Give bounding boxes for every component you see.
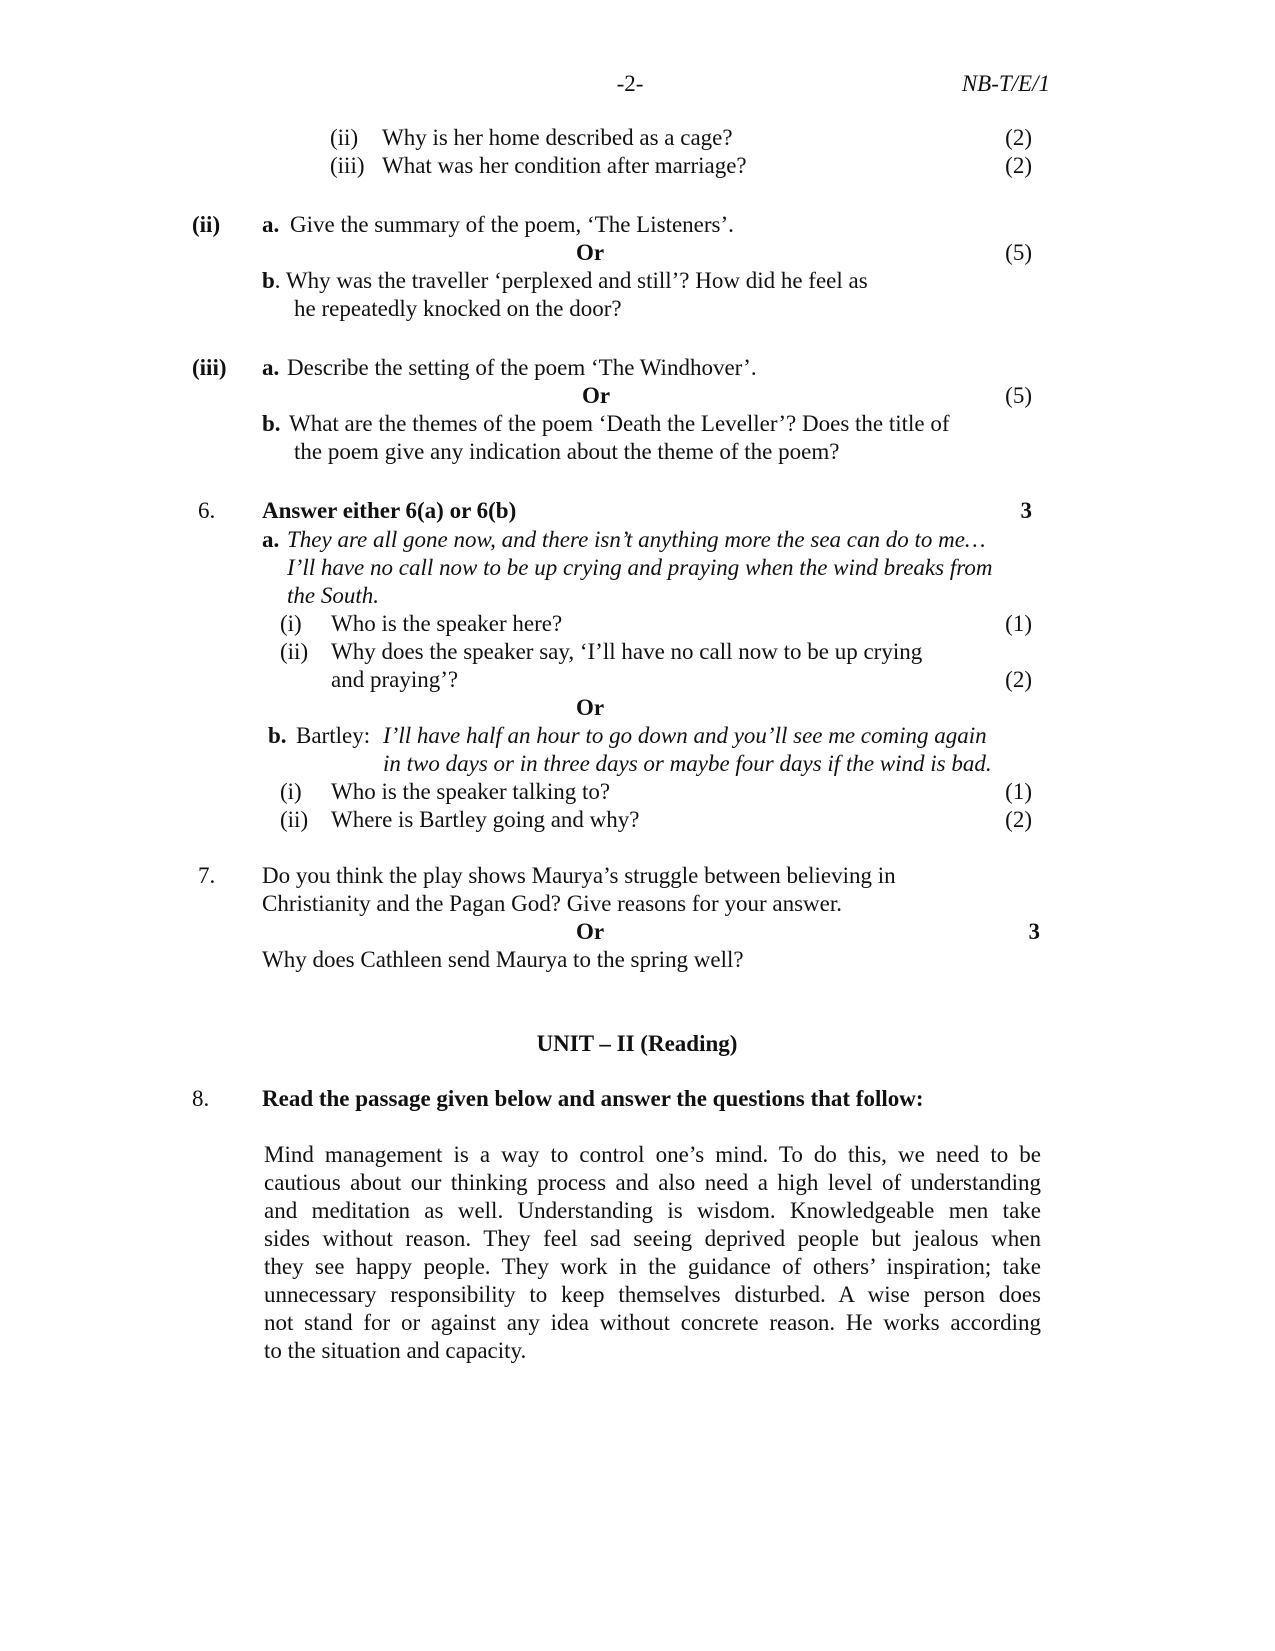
q7-marks: 3: [1028, 919, 1040, 944]
q5i-item-ii-text: Why is her home described as a cage?: [382, 125, 733, 150]
q6-a-item-i-marks: (1): [1005, 611, 1032, 636]
q6-b-label: b.: [268, 723, 287, 748]
q7-number: 7.: [198, 863, 216, 888]
q8-passage-line: they see happy people. They work in the guidance of others’ inspiration; take: [264, 1254, 1041, 1279]
q7-or: Or: [575, 919, 605, 944]
q5i-item-iii-num: (iii): [330, 153, 365, 178]
q7-line1: Do you think the play shows Maurya’s struggle between believing in: [262, 863, 896, 888]
q5ii-label: (ii): [192, 212, 221, 237]
q6-a-quote-line2: I’ll have no call now to be up crying and praying when the wind breaks from: [287, 555, 993, 580]
q8-passage-line: sides without reason. They feel sad seeing deprived people but jealous when: [264, 1226, 1041, 1251]
q7-line2: Christianity and the Pagan God? Give reasons for your answer.: [262, 891, 842, 916]
q5i-item-iii-text: What was her condition after marriage?: [382, 153, 747, 178]
q8-passage-line: unnecessary responsibility to keep themselves disturbed. A wise person does: [264, 1282, 1041, 1307]
q6-a-quote-line3: the South.: [287, 583, 379, 608]
q6-marks: 3: [1020, 498, 1032, 523]
q8-passage-line: and meditation as well. Understanding is wisdom. Knowledgeable men take: [264, 1198, 1041, 1223]
q6-a-item-ii-marks: (2): [1005, 667, 1032, 692]
q6-b-item-i-num: (i): [280, 779, 302, 804]
q6-a-item-ii-text: Why does the speaker say, ‘I’ll have no call now to be up crying: [331, 639, 923, 664]
q6-b-quote-line2: in two days or in three days or maybe four days if the wind is bad.: [383, 751, 992, 776]
q6-or: Or: [575, 695, 605, 720]
q5iii-b-text-line2: the poem give any indication about the theme of the poem?: [294, 439, 840, 464]
q5ii-b-text-line2: he repeatedly knocked on the door?: [294, 296, 622, 321]
q6-b-item-i-marks: (1): [1005, 779, 1032, 804]
q5ii-b-text-line1: . Why was the traveller ‘perplexed and still’? How did he feel as: [274, 268, 868, 293]
q8-passage-line: cautious about our thinking process and also need a high level of understanding: [264, 1170, 1041, 1195]
paper-code: NB-T/E/1: [961, 71, 1050, 96]
q5i-item-iii-marks: (2): [1005, 153, 1032, 178]
q6-a-item-ii-text2: and praying’?: [331, 667, 459, 692]
q6-a-label: a.: [262, 527, 280, 552]
q5ii-a-label: a.: [262, 212, 280, 237]
q5ii-or: Or: [575, 240, 605, 265]
q5iii-a-label: a.: [262, 355, 280, 380]
q5ii-marks: (5): [1005, 240, 1032, 265]
q8-passage-line: to the situation and capacity.: [264, 1338, 527, 1363]
page-number: -2-: [616, 71, 644, 96]
q5iii-or: Or: [581, 383, 611, 408]
q6-a-quote-line1: They are all gone now, and there isn’t anything more the sea can do to me…: [287, 527, 986, 552]
q6-number: 6.: [198, 498, 216, 523]
q5iii-b-text-line1: What are the themes of the poem ‘Death the Leveller’? Does the title of: [289, 411, 950, 436]
q5i-item-ii-marks: (2): [1005, 125, 1032, 150]
q8-passage-line: not stand for or against any idea without concrete reason. He works according: [264, 1310, 1041, 1335]
q5ii-a-text: Give the summary of the poem, ‘The Listeners’.: [290, 212, 734, 237]
q5iii-marks: (5): [1005, 383, 1032, 408]
q6-b-item-ii-text: Where is Bartley going and why?: [331, 807, 640, 832]
q6-b-item-ii-num: (ii): [280, 807, 309, 832]
unit2-title: UNIT – II (Reading): [536, 1031, 738, 1056]
q6-heading: Answer either 6(a) or 6(b): [262, 498, 517, 523]
q5iii-b-label: b.: [262, 411, 281, 436]
q5i-item-ii-num: (ii): [330, 125, 359, 150]
q6-a-item-i-num: (i): [280, 611, 302, 636]
q6-b-item-i-text: Who is the speaker talking to?: [331, 779, 611, 804]
q6-b-speaker: Bartley:: [296, 723, 371, 748]
q5iii-label: (iii): [192, 355, 227, 380]
q8-passage-line: Mind management is a way to control one’s mind. To do this, we need to be: [264, 1142, 1041, 1167]
q6-b-quote-line1: I’ll have half an hour to go down and you’ll see me coming again: [383, 723, 987, 748]
q6-a-item-ii-num: (ii): [280, 639, 309, 664]
q5iii-a-text: Describe the setting of the poem ‘The Windhover’.: [287, 355, 757, 380]
q6-a-item-i-text: Who is the speaker here?: [331, 611, 563, 636]
q7-alt: Why does Cathleen send Maurya to the spring well?: [262, 947, 744, 972]
q8-number: 8.: [192, 1086, 210, 1111]
q8-heading: Read the passage given below and answer the questions that follow:: [262, 1086, 924, 1111]
q6-b-item-ii-marks: (2): [1005, 807, 1032, 832]
q5ii-b-label: b: [262, 268, 275, 293]
